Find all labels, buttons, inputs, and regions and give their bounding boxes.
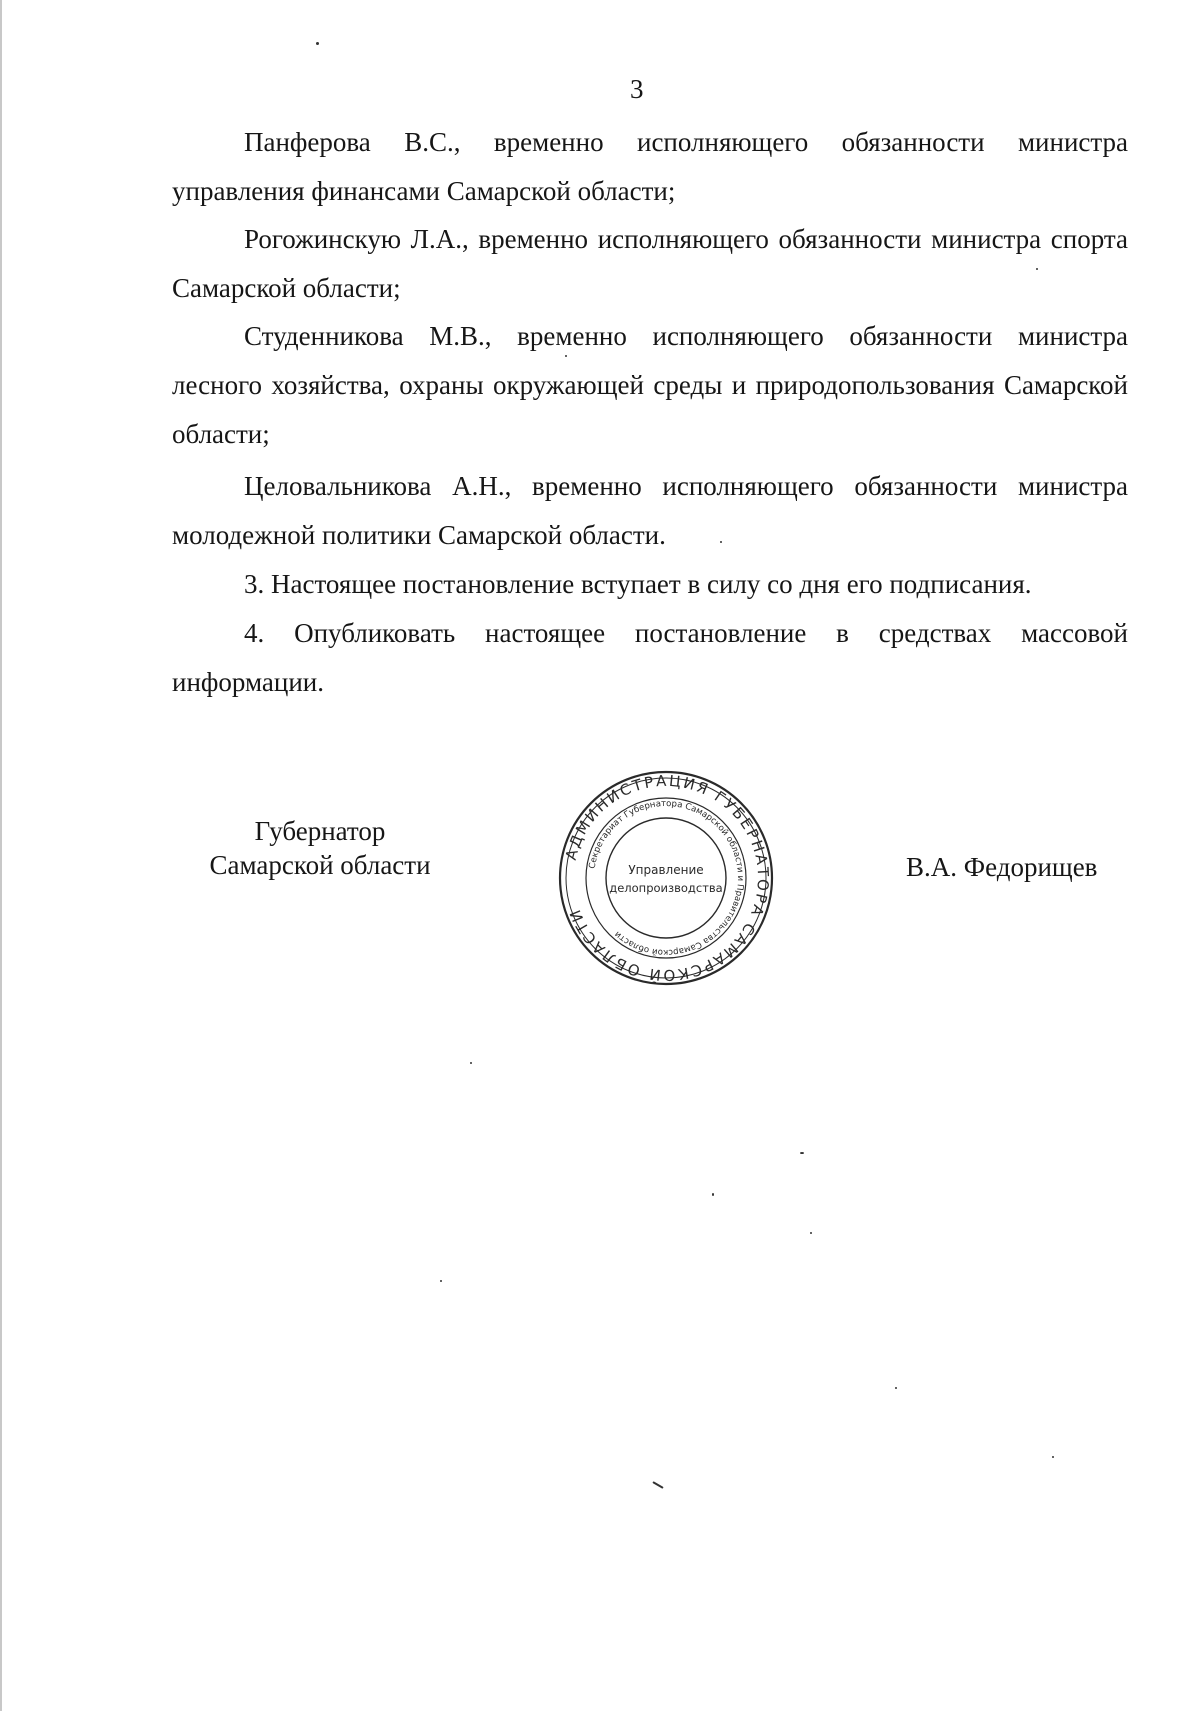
- scan-speck: [712, 1193, 714, 1196]
- signatory-name: В.А. Федорищев: [906, 852, 1098, 882]
- scan-speck: [565, 355, 567, 357]
- paragraph-publication: [172, 609, 1128, 707]
- signature-title-line: Губернатор: [254, 816, 386, 846]
- official-stamp-icon: [556, 768, 776, 988]
- stamp-center-line: Управление: [628, 863, 704, 877]
- paragraph-studennikov: [172, 312, 1128, 459]
- scan-speck: [1052, 1456, 1054, 1458]
- scan-speck: [470, 1062, 472, 1064]
- scan-speck: [652, 1481, 663, 1489]
- paragraph-effective-date: [172, 560, 1128, 609]
- scan-speck: [720, 541, 722, 543]
- paragraph-tselovalnikov: [172, 462, 1128, 560]
- paragraph-text: Рогожинскую Л.А., временно исполняющего обязанности министра спорта Самарской области;: [172, 224, 1128, 303]
- scan-speck: [800, 1152, 804, 1154]
- signature-title: [180, 814, 460, 882]
- page-number: 3: [630, 74, 644, 104]
- scan-speck: [810, 1232, 812, 1234]
- signature-title-line: Самарской области: [209, 850, 431, 880]
- scan-speck: [1036, 268, 1038, 270]
- paragraph-panferov: [172, 118, 1128, 216]
- stamp-outer-text: АДМИНИСТРАЦИЯ ГУБЕРНАТОРА САМАРСКОЙ ОБЛАСТИ: [561, 771, 773, 985]
- paragraph-text: 4. Опубликовать настоящее постановление в средствах массовой информации.: [172, 618, 1128, 697]
- scan-speck: [895, 1387, 897, 1389]
- paragraph-text: Студенникова М.В., временно исполняющего обязанности министра лесного хозяйства, охраны окружающей среды и природопользования Самарской области;: [172, 321, 1128, 449]
- paragraph-rogozhinskaya: [172, 215, 1128, 313]
- scan-speck: [316, 42, 319, 45]
- paragraph-text: 3. Настоящее постановление вступает в силу со дня его подписания.: [244, 569, 1032, 599]
- stamp-inner-ring-text: Секретариат Губернатора Самарской области и Правительства Самарской области: [587, 798, 746, 958]
- stamp-center-line: делопроизводства: [609, 881, 723, 895]
- scan-speck: [440, 1280, 442, 1282]
- paragraph-text: Панферова В.С., временно исполняющего обязанности министра управления финансами Самарской области;: [172, 127, 1128, 206]
- paragraph-text: Целовальникова А.Н., временно исполняющего обязанности министра молодежной политики Самарской области.: [172, 471, 1128, 550]
- scan-edge: [0, 0, 2, 1711]
